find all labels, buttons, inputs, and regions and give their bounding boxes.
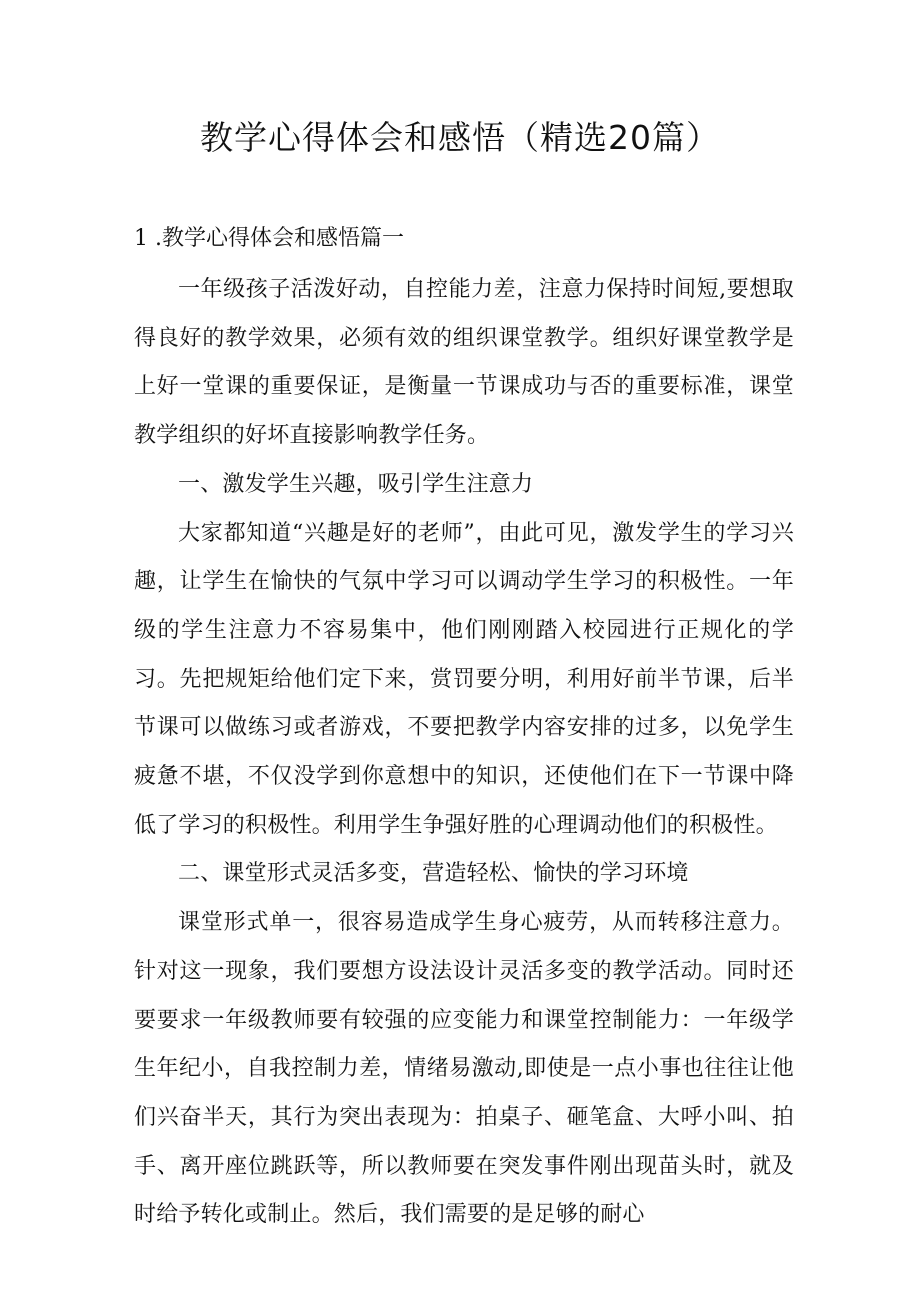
document-body xyxy=(134,266,794,1240)
paragraph: 一年级孩子活泼好动，自控能力差，注意力保持时间短,要想取得良好的教学效果，必须有效的组织课堂教学。组织好课堂教学是上好一堂课的重要保证，是衡量一节课成功与否的重要标准，课堂教学组织的好坏直接影响教学任务。 xyxy=(134,277,794,449)
subheading: 二、课堂形式灵活多变，营造轻松、愉快的学习环境 xyxy=(178,861,689,887)
paragraph: 大家都知道“兴趣是好的老师”，由此可见，激发学生的学习兴趣，让学生在愉快的气氛中学习可以调动学生学习的积极性。一年级的学生注意力不容易集中，他们刚刚踏入校园进行正规化的学习。先把规矩给他们定下来，赏罚要分明，利用好前半节课，后半节课可以做练习或者游戏，不要把教学内容安排的过多，以免学生疲惫不堪，不仅没学到你意想中的知识，还使他们在下一节课中降低了学习的积极性。利用学生争强好胜的心理调动他们的积极性。 xyxy=(134,520,794,838)
section-heading: 1 .教学心得体会和感悟篇一 xyxy=(134,226,404,251)
subheading: 一、激发学生兴趣，吸引学生注意力 xyxy=(178,471,534,497)
document-title: 教学心得体会和感悟（精选20篇） xyxy=(200,118,720,157)
paragraph: 课堂形式单一，很容易造成学生身心疲劳，从而转移注意力。针对这一现象，我们要想方设法设计灵活多变的教学活动。同时还要要求一年级教师要有较强的应变能力和课堂控制能力：一年级学生年纪小，自我控制力差，情绪易激动,即使是一点小事也往往让他们兴奋半天，其行为突出表现为：拍桌子、砸笔盒、大呼小叫、拍手、离开座位跳跃等，所以教师要在突发事件刚出现苗头时，就及时给予转化或制止。然后，我们需要的是足够的耐心 xyxy=(134,910,794,1228)
